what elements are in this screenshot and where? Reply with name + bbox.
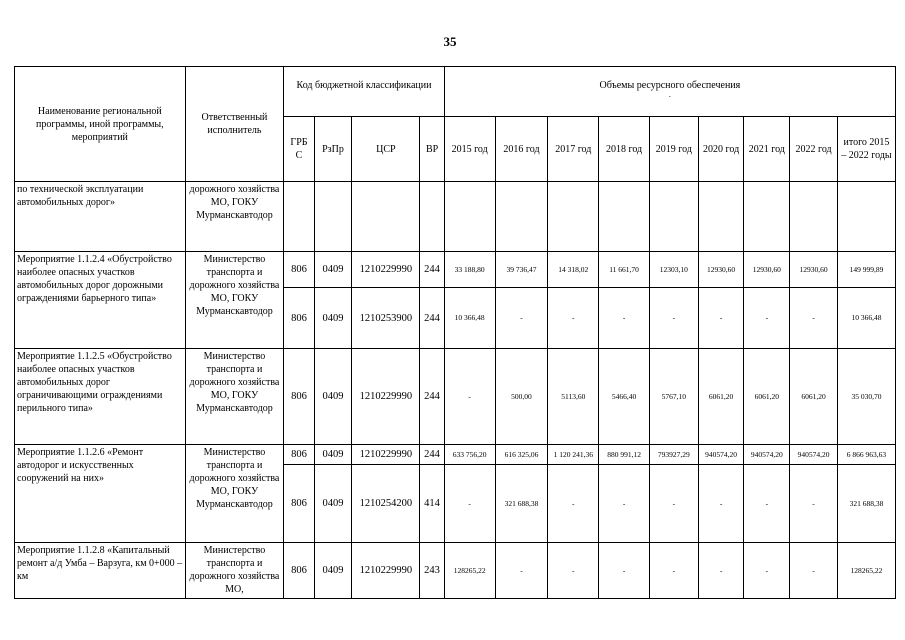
year-value: 616 325,06 — [495, 445, 548, 465]
year-value: - — [649, 465, 698, 543]
year-value: - — [790, 543, 838, 599]
rzpr-code: 0409 — [314, 252, 352, 288]
year-value: 12930,60 — [698, 252, 744, 288]
year-value: - — [744, 288, 790, 349]
table-row — [15, 252, 896, 288]
year-value: - — [599, 288, 650, 349]
year-value: - — [599, 465, 650, 543]
year-value: 10 366,48 — [444, 288, 495, 349]
year-value: 6061,20 — [698, 349, 744, 445]
rzpr-code: 0409 — [314, 445, 352, 465]
responsible-executor: Министерство транспорта и дорожного хозяйства МО, — [185, 543, 284, 599]
table-row — [15, 543, 896, 599]
empty-cell — [420, 182, 444, 252]
header-year-8: итого 2015 – 2022 годы — [837, 117, 895, 182]
year-value: 12303,10 — [649, 252, 698, 288]
vr-code: 244 — [420, 349, 444, 445]
header-year-1: 2016 год — [495, 117, 548, 182]
empty-cell — [744, 182, 790, 252]
resource-table — [14, 66, 896, 599]
responsible-executor: Министерство транспорта и дорожного хозяйства МО, ГОКУ Мурманскавтодор — [185, 252, 284, 349]
vr-code: 414 — [420, 465, 444, 543]
year-value: 5767,10 — [649, 349, 698, 445]
year-value: - — [444, 465, 495, 543]
year-value: - — [548, 465, 599, 543]
header-vr: ВР — [420, 117, 444, 182]
year-value: - — [698, 543, 744, 599]
responsible-executor: Министерство транспорта и дорожного хозяйства МО, ГОКУ Мурманскавтодор — [185, 349, 284, 445]
total-value: 149 999,89 — [837, 252, 895, 288]
total-value: 6 866 963,63 — [837, 445, 895, 465]
empty-cell — [314, 182, 352, 252]
header-budget-code: Код бюджетной классификации — [284, 67, 445, 117]
total-value: 10 366,48 — [837, 288, 895, 349]
vr-code: 244 — [420, 445, 444, 465]
csr-code: 1210254200 — [352, 465, 420, 543]
empty-cell — [495, 182, 548, 252]
header-year-0: 2015 год — [444, 117, 495, 182]
year-value: 11 661,70 — [599, 252, 650, 288]
year-value: - — [599, 543, 650, 599]
empty-cell — [837, 182, 895, 252]
header-executor: Ответственный исполнитель — [185, 67, 284, 182]
year-value: 12930,60 — [744, 252, 790, 288]
year-value: - — [649, 543, 698, 599]
year-value: 33 188,80 — [444, 252, 495, 288]
activity-name: Мероприятие 1.1.2.4 «Обустройство наиболее опасных участков автомобильных дорог дорожными ограждениями барьерного типа» — [15, 252, 186, 349]
year-value: - — [548, 288, 599, 349]
header-resources-label: Объемы ресурсного обеспечения — [599, 80, 741, 91]
year-value: 5466,40 — [599, 349, 650, 445]
header-grbs: ГРБ С — [284, 117, 314, 182]
year-value: - — [744, 465, 790, 543]
activity-name: Мероприятие 1.1.2.8 «Капитальный ремонт а/д Умба – Варзуга, км 0+000 – км — [15, 543, 186, 599]
header-year-2: 2017 год — [548, 117, 599, 182]
year-value: 12930,60 — [790, 252, 838, 288]
year-value: - — [790, 465, 838, 543]
header-year-5: 2020 год — [698, 117, 744, 182]
year-value: - — [495, 288, 548, 349]
grbs-code: 806 — [284, 288, 314, 349]
total-value: 35 030,70 — [837, 349, 895, 445]
csr-code: 1210229990 — [352, 543, 420, 599]
header-year-6: 2021 год — [744, 117, 790, 182]
csr-code: 1210253900 — [352, 288, 420, 349]
grbs-code: 806 — [284, 349, 314, 445]
total-value: 321 688,38 — [837, 465, 895, 543]
grbs-code: 806 — [284, 445, 314, 465]
responsible-executor: дорожного хозяйства МО, ГОКУ Мурманскавтодор — [185, 182, 284, 252]
activity-name: Мероприятие 1.1.2.5 «Обустройство наиболее опасных участков автомобильных дорог ограничивающими ограждениями перильного типа» — [15, 349, 186, 445]
year-value: 793927,29 — [649, 445, 698, 465]
year-value: 6061,20 — [744, 349, 790, 445]
year-value: - — [495, 543, 548, 599]
vr-code: 243 — [420, 543, 444, 599]
empty-cell — [548, 182, 599, 252]
rzpr-code: 0409 — [314, 465, 352, 543]
grbs-code: 806 — [284, 465, 314, 543]
rzpr-code: 0409 — [314, 543, 352, 599]
year-value: - — [698, 465, 744, 543]
empty-cell — [444, 182, 495, 252]
csr-code: 1210229990 — [352, 349, 420, 445]
year-value: 500,00 — [495, 349, 548, 445]
year-value: - — [548, 543, 599, 599]
header-csr: ЦСР — [352, 117, 420, 182]
csr-code: 1210229990 — [352, 252, 420, 288]
year-value: 5113,60 — [548, 349, 599, 445]
rzpr-code: 0409 — [314, 349, 352, 445]
grbs-code: 806 — [284, 252, 314, 288]
table-row — [15, 182, 896, 252]
header-year-3: 2018 год — [599, 117, 650, 182]
year-value: 14 318,02 — [548, 252, 599, 288]
rzpr-code: 0409 — [314, 288, 352, 349]
activity-name: по технической эксплуатации автомобильных дорог» — [15, 182, 186, 252]
empty-cell — [284, 182, 314, 252]
year-value: 940574,20 — [744, 445, 790, 465]
header-rzpr: РзПр — [314, 117, 352, 182]
vr-code: 244 — [420, 252, 444, 288]
header-resources — [444, 67, 895, 117]
year-value: 940574,20 — [790, 445, 838, 465]
empty-cell — [599, 182, 650, 252]
grbs-code: 806 — [284, 543, 314, 599]
year-value: - — [698, 288, 744, 349]
header-name: Наименование региональной программы, иной программы, мероприятий — [15, 67, 186, 182]
year-value: 1 120 241,36 — [548, 445, 599, 465]
empty-cell — [352, 182, 420, 252]
activity-name: Мероприятие 1.1.2.6 «Ремонт автодорог и искусственных сооружений на них» — [15, 445, 186, 543]
year-value: 321 688,38 — [495, 465, 548, 543]
vr-code: 244 — [420, 288, 444, 349]
year-value: - — [649, 288, 698, 349]
year-value: 880 991,12 — [599, 445, 650, 465]
year-value: 633 756,20 — [444, 445, 495, 465]
year-value: 128265,22 — [444, 543, 495, 599]
year-value: - — [744, 543, 790, 599]
year-value: 39 736,47 — [495, 252, 548, 288]
year-value: - — [444, 349, 495, 445]
empty-cell — [649, 182, 698, 252]
year-value: 6061,20 — [790, 349, 838, 445]
year-value: 940574,20 — [698, 445, 744, 465]
header-year-7: 2022 год — [790, 117, 838, 182]
table-row — [15, 349, 896, 445]
empty-cell — [790, 182, 838, 252]
header-resources-dot: . — [668, 90, 671, 99]
year-value: - — [790, 288, 838, 349]
table-row — [15, 445, 896, 465]
responsible-executor: Министерство транспорта и дорожного хозяйства МО, ГОКУ Мурманскавтодор — [185, 445, 284, 543]
page-number: 35 — [443, 34, 457, 49]
empty-cell — [698, 182, 744, 252]
csr-code: 1210229990 — [352, 445, 420, 465]
header-year-4: 2019 год — [649, 117, 698, 182]
total-value: 128265,22 — [837, 543, 895, 599]
